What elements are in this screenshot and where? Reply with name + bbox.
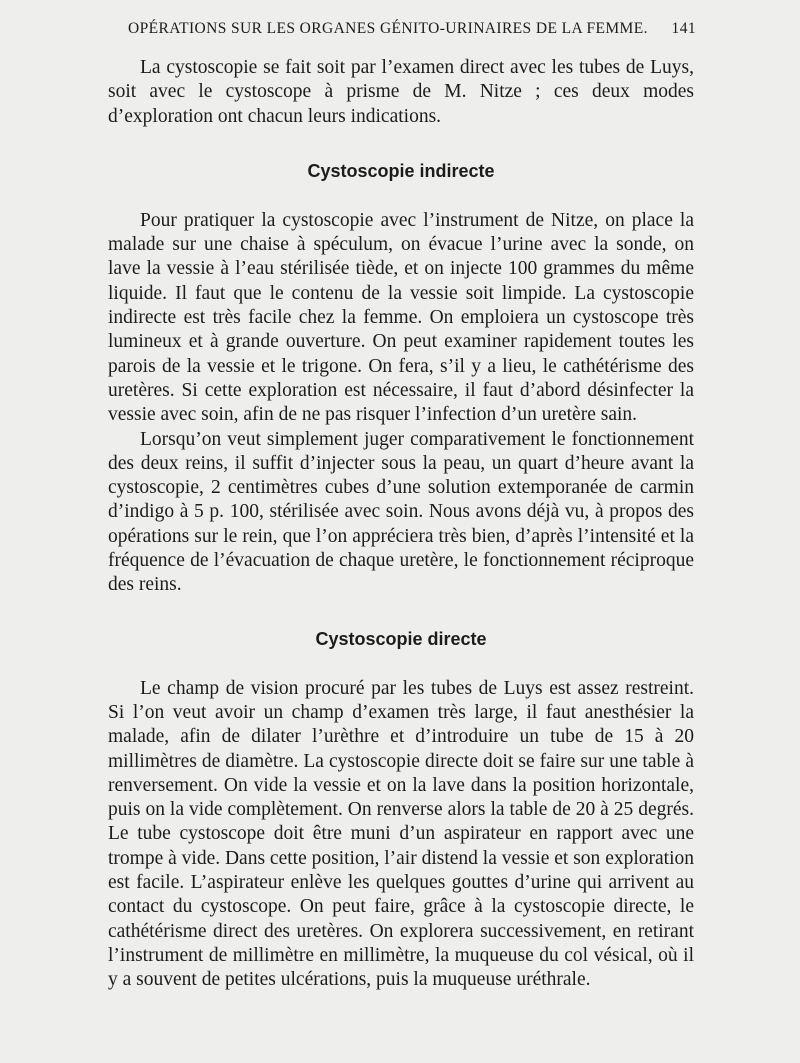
paragraph-indirecte-2: Lorsqu’on veut simplement juger comparativement le fonctionnement des deux reins, il suffit d’injecter sous la peau, un quart d’heure avant la cystoscopie, 2 centimètres cubes d’une solution extemporanée de carmin d’indigo à 5 p. 100, stérilisée avec soin. Nous avons déjà vu, à propos des opérations sur le rein, que l’on appréciera très bien, d’après l’intensité et la fréquence de l’évacuation de chaque uretère, le fonctionnement réciproque des reins. <box>108 428 694 596</box>
body-text <box>108 56 694 993</box>
section-heading-indirecte: Cystoscopie indirecte <box>307 160 495 181</box>
intro-paragraph: La cystoscopie se fait soit par l’examen direct avec les tubes de Luys, soit avec le cystoscope à prisme de M. Nitze ; ces deux modes d’exploration ont chacun leurs indications. <box>108 57 694 127</box>
page-number: 141 <box>671 20 696 37</box>
paragraph-indirecte-1: Pour pratiquer la cystoscopie avec l’instrument de Nitze, on place la malade sur une chaise à spéculum, on évacue l’urine avec la sonde, on lave la vessie à l’eau stérilisée tiède, et on injecte 100 grammes du même liquide. Il faut que le contenu de la vessie soit limpide. La cystoscopie indirecte est très facile chez la femme. On emploiera un cystoscope très lumineux et à grande ouverture. On peut examiner rapidement toutes les parois de la vessie et le trigone. On fera, s’il y a lieu, le cathétérisme des uretères. Si cette exploration est nécessaire, il faut d’abord désinfecter la vessie avec soin, afin de ne pas risquer l’infection d’un uretère sain. <box>108 209 694 426</box>
section-heading-directe: Cystoscopie directe <box>315 628 487 649</box>
paragraph-directe-1: Le champ de vision procuré par les tubes de Luys est assez restreint. Si l’on veut avoir un champ d’examen très large, il faut anesthésier la malade, afin de dilater l’urèthre et d’introduire un tube de 15 à 20 millimètres de diamètre. La cystoscopie directe doit se faire sur une table à renversement. On vide la vessie et on la lave dans la position horizontale, puis on la vide complètement. On renverse alors la table de 20 à 25 degrés. Le tube cystoscope doit être muni d’un aspirateur en rapport avec une trompe à vide. Dans cette position, l’air distend la vessie et son exploration est facile. L’aspirateur enlève les quelques gouttes d’urine qui arrivent au contact du cystoscope. On peut faire, grâce à la cystoscopie directe, le cathétérisme direct des uretères. On explorera successivement, en retirant l’instrument de millimètre en millimètre, la muqueuse du col vésical, où il y a souvent de petites ulcérations, puis la muqueuse uréthrale. <box>108 677 694 991</box>
running-head-title: OPÉRATIONS SUR LES ORGANES GÉNITO-URINAIRES DE LA FEMME. <box>128 20 648 37</box>
